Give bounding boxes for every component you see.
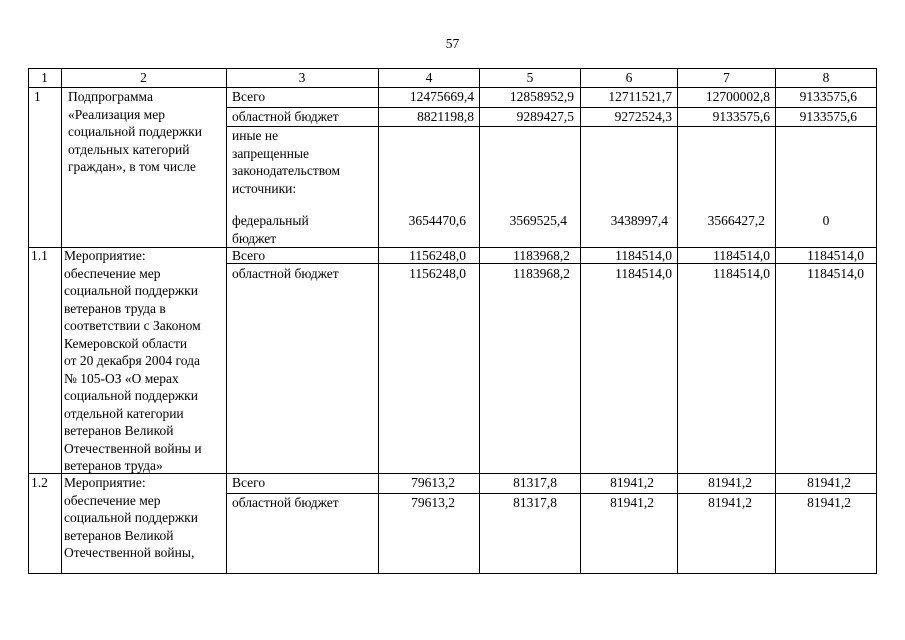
value-cell: 12858952,9 (509, 89, 574, 104)
source-label: Всего (232, 475, 266, 490)
row-number: 1 (34, 89, 41, 104)
subprogram-name: Подпрограмма «Реализация мер социальной поддержки отдельных категорий граждан», в том числе (68, 89, 202, 174)
value-cell: 1184514,0 (615, 266, 672, 281)
row-number: 1.1 (31, 248, 48, 263)
value-cell: 1184514,0 (713, 248, 770, 263)
value-cell: 1184514,0 (713, 266, 770, 281)
value-cell: 1156248,0 (409, 248, 466, 263)
header-col-6: 6 (625, 70, 633, 85)
value-cell: 81941,2 (807, 495, 851, 510)
value-cell: 1183968,2 (513, 248, 570, 263)
value-cell: 81941,2 (610, 475, 654, 490)
value-cell: 81941,2 (807, 475, 851, 490)
value-cell: 79613,2 (411, 495, 455, 510)
value-cell: 1184514,0 (807, 266, 864, 281)
value-cell: 3438997,4 (610, 213, 668, 228)
source-label: областной бюджет (232, 495, 339, 510)
value-cell: 81941,2 (610, 495, 654, 510)
value-cell: 12475669,4 (409, 89, 474, 104)
header-col-3: 3 (298, 70, 306, 85)
value-cell: 81317,8 (513, 495, 557, 510)
header-col-8: 8 (822, 70, 830, 85)
budget-table (28, 68, 877, 574)
source-label: федеральный бюджет (232, 213, 309, 246)
source-label: областной бюджет (232, 266, 339, 281)
value-cell: 3566427,2 (707, 213, 765, 228)
value-cell: 12700002,8 (705, 89, 770, 104)
value-cell: 1156248,0 (409, 266, 466, 281)
page-number: 57 (445, 36, 460, 51)
source-label: Всего (232, 248, 266, 263)
measure-name: Мероприятие: обеспечение мер социальной поддержки ветеранов Великой Отечественной войны, (64, 475, 198, 560)
source-label: областной бюджет (232, 109, 339, 124)
value-cell: 9133575,6 (799, 89, 857, 104)
value-cell: 81317,8 (513, 475, 557, 490)
value-cell: 1184514,0 (615, 248, 672, 263)
value-cell: 1184514,0 (807, 248, 864, 263)
row-number: 1.2 (31, 475, 48, 490)
source-label: Всего (232, 89, 266, 104)
value-cell: 3654470,6 (408, 213, 466, 228)
header-col-4: 4 (425, 70, 433, 85)
source-label: иные не запрещенные законодательством источники: (232, 128, 341, 196)
value-cell: 3569525,4 (509, 213, 567, 228)
value-cell: 81941,2 (708, 495, 752, 510)
value-cell: 9133575,6 (712, 109, 770, 124)
value-cell: 79613,2 (411, 475, 455, 490)
header-col-1: 1 (41, 70, 48, 85)
value-cell: 81941,2 (708, 475, 752, 490)
value-cell: 1183968,2 (513, 266, 570, 281)
value-cell: 12711521,7 (608, 89, 672, 104)
header-col-7: 7 (723, 70, 730, 85)
value-cell: 0 (822, 213, 830, 228)
header-col-5: 5 (526, 70, 534, 85)
value-cell: 8821198,8 (417, 109, 474, 124)
measure-name: Мероприятие: обеспечение мер социальной поддержки ветеранов труда в соответствии с Законом Кемеровской области от 20 декабря 2004 года № 105-ОЗ «О мерах социальной поддержки отдельной категории ветеранов Великой Отечественной войны и ветеранов труда» (64, 248, 202, 473)
value-cell: 9289427,5 (516, 109, 574, 124)
value-cell: 9133575,6 (799, 109, 857, 124)
header-col-2: 2 (140, 70, 147, 85)
value-cell: 9272524,3 (614, 109, 672, 124)
